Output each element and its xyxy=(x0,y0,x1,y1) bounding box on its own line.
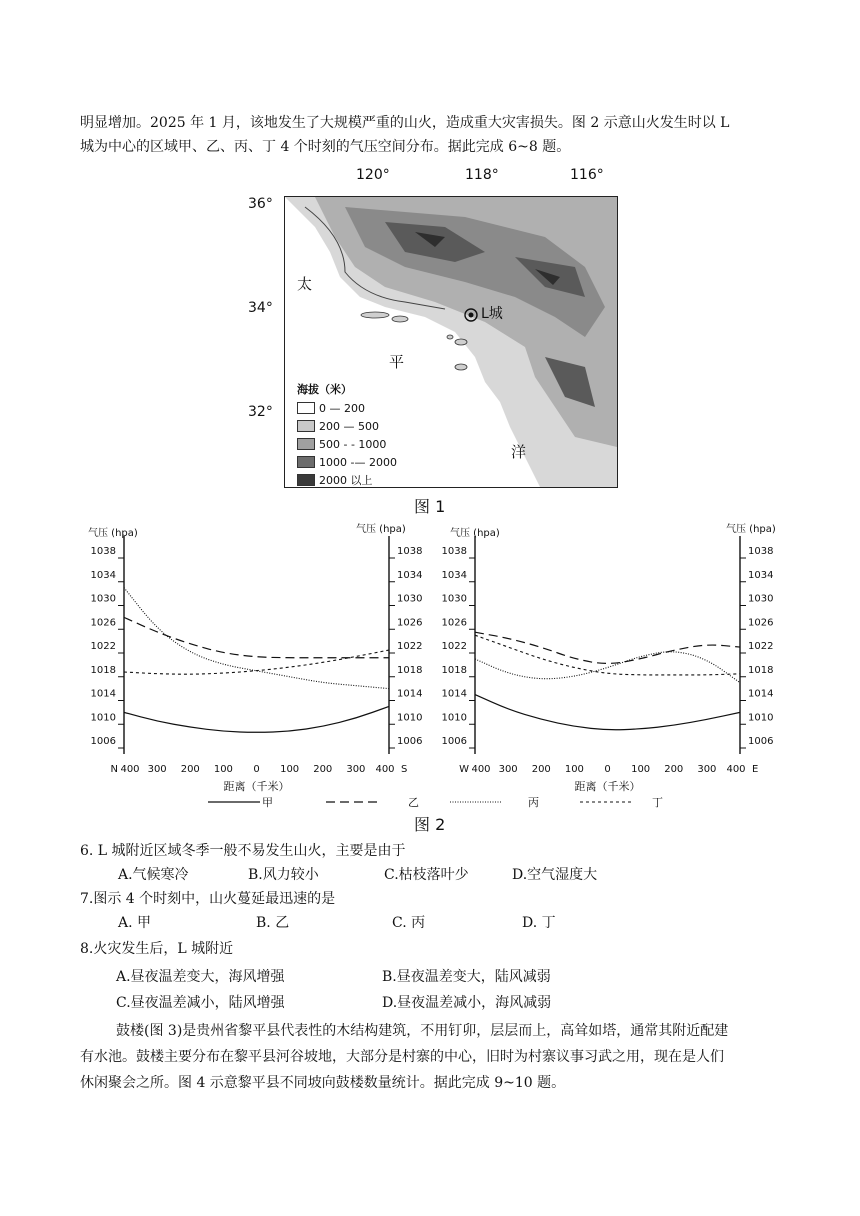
x-tick-label: 100 xyxy=(564,764,584,775)
y-tick-label: 1006 xyxy=(90,736,116,747)
q6-option-a[interactable]: A.气候寒冷 xyxy=(118,867,189,883)
x-direction-start: N xyxy=(110,764,118,775)
y-tick-label: 1006 xyxy=(748,736,774,747)
x-tick-label: 300 xyxy=(346,764,366,775)
y-tick-label: 1038 xyxy=(441,546,467,557)
series-line-乙 xyxy=(475,632,740,663)
q6-option-d[interactable]: D.空气湿度大 xyxy=(512,867,598,883)
lon-label-120: 120° xyxy=(356,167,390,183)
y-tick-label: 1026 xyxy=(397,617,423,629)
legend-swatch xyxy=(297,456,315,468)
y-tick-label: 1038 xyxy=(397,546,423,557)
x-tick-label: 400 xyxy=(375,764,395,775)
y-axis-label: 气压 (hpa) xyxy=(450,528,500,539)
y-tick-label: 1018 xyxy=(441,664,467,676)
x-direction-start: W xyxy=(459,764,469,775)
y-axis-label: 气压 (hpa) xyxy=(88,528,138,539)
legend-title: 海拔（米） xyxy=(297,383,352,396)
legend-swatch xyxy=(297,420,315,432)
fig2-caption: 图 2 xyxy=(414,815,446,834)
legend-item: 1000 -— 2000 xyxy=(297,453,397,471)
pressure-charts xyxy=(0,512,860,812)
x-tick-label: 0 xyxy=(604,764,611,775)
x-tick-label: 400 xyxy=(471,764,491,775)
y-tick-label: 1014 xyxy=(441,688,467,700)
series-line-乙 xyxy=(124,617,389,657)
island xyxy=(447,335,453,339)
question-8-stem: 8.火灾发生后，L 城附近 xyxy=(80,941,234,957)
y-tick-label: 1034 xyxy=(397,569,423,581)
q8-option-a[interactable]: A.昼夜温差变大，海风增强 xyxy=(116,969,285,985)
passage2-line-1: 鼓楼(图 3)是贵州省黎平县代表性的木结构建筑，不用钉卯，层层而上，高耸如塔，通常其附近配建 xyxy=(116,1023,729,1039)
elevation-legend xyxy=(297,381,397,488)
island xyxy=(455,364,467,370)
x-tick-label: 200 xyxy=(180,764,200,775)
series-line-丁 xyxy=(124,650,389,674)
y-tick-label: 1010 xyxy=(441,712,467,724)
y-axis-label: 气压 (hpa) xyxy=(726,524,776,535)
y-tick-label: 1006 xyxy=(441,736,467,747)
legend-label: 丙 xyxy=(528,796,539,809)
y-tick-label: 1030 xyxy=(397,593,423,605)
q8-option-b[interactable]: B.昼夜温差变大，陆风减弱 xyxy=(382,969,551,985)
x-tick-label: 200 xyxy=(313,764,333,775)
y-tick-label: 1010 xyxy=(748,712,774,724)
legend-swatch xyxy=(297,402,315,414)
legend-item: 0 — 200 xyxy=(297,399,397,417)
y-tick-label: 1010 xyxy=(397,712,423,724)
series-line-丁 xyxy=(475,635,740,675)
x-tick-label: 0 xyxy=(253,764,260,775)
y-tick-label: 1014 xyxy=(397,688,423,700)
x-tick-label: 100 xyxy=(631,764,651,775)
x-tick-label: 200 xyxy=(664,764,684,775)
terrain-map xyxy=(284,196,618,488)
series-line-甲 xyxy=(475,695,740,730)
ocean-char-3: 洋 xyxy=(511,443,527,461)
y-tick-label: 1018 xyxy=(748,664,774,676)
y-tick-label: 1018 xyxy=(90,664,116,676)
series-line-丙 xyxy=(475,652,740,683)
x-axis-label: 距离（千米） xyxy=(223,780,290,793)
y-tick-label: 1022 xyxy=(90,641,116,652)
question-6-stem: 6. L 城附近区域冬季一般不易发生山火，主要是由于 xyxy=(80,843,406,859)
q7-option-d[interactable]: D. 丁 xyxy=(522,915,556,931)
lon-label-118: 118° xyxy=(465,167,499,183)
lat-label-36: 36° xyxy=(248,196,273,212)
ocean-char-1: 太 xyxy=(297,275,313,293)
y-tick-label: 1014 xyxy=(748,688,774,700)
y-tick-label: 1026 xyxy=(748,617,774,629)
q7-option-b[interactable]: B. 乙 xyxy=(256,915,290,931)
q8-option-c[interactable]: C.昼夜温差减小，陆风增强 xyxy=(116,995,285,1011)
city-label: L城 xyxy=(481,306,503,322)
legend-item: 200 — 500 xyxy=(297,417,397,435)
intro-line-1: 明显增加。2025 年 1 月，该地发生了大规模严重的山火，造成重大灾害损失。图 2 示意山火发生时以 L xyxy=(80,115,730,131)
legend-item: 2000 以上 xyxy=(297,471,397,488)
x-axis-label: 距离（千米） xyxy=(574,780,641,793)
fig1-caption: 图 1 xyxy=(414,497,446,516)
x-tick-label: 300 xyxy=(697,764,717,775)
q6-option-b[interactable]: B.风力较小 xyxy=(248,867,319,883)
intro-line-2: 城为中心的区域甲、乙、丙、丁 4 个时刻的气压空间分布。据此完成 6~8 题。 xyxy=(80,139,571,155)
y-tick-label: 1034 xyxy=(90,569,116,581)
passage2-line-3: 休闲聚会之所。图 4 示意黎平县不同坡向鼓楼数量统计。据此完成 9~10 题。 xyxy=(80,1075,566,1091)
passage2-line-2: 有水池。鼓楼主要分布在黎平县河谷坡地，大部分是村寨的中心，旧时为村寨议事习武之用，现在是人们 xyxy=(80,1049,724,1065)
q6-option-c[interactable]: C.枯枝落叶少 xyxy=(384,867,469,883)
x-tick-label: 300 xyxy=(498,764,518,775)
y-tick-label: 1030 xyxy=(748,593,774,605)
x-tick-label: 400 xyxy=(726,764,746,775)
y-tick-label: 1038 xyxy=(748,546,774,557)
y-tick-label: 1038 xyxy=(90,546,116,557)
y-tick-label: 1018 xyxy=(397,664,423,676)
x-tick-label: 300 xyxy=(147,764,167,775)
legend-label: 乙 xyxy=(408,796,419,809)
series-line-丙 xyxy=(124,588,389,689)
series-line-甲 xyxy=(124,706,389,732)
q8-option-d[interactable]: D.昼夜温差减小，海风减弱 xyxy=(382,995,552,1011)
legend-item: 500 - - 1000 xyxy=(297,435,397,453)
lon-label-116: 116° xyxy=(570,167,604,183)
y-tick-label: 1030 xyxy=(441,593,467,605)
y-axis-label: 气压 (hpa) xyxy=(356,524,406,535)
y-tick-label: 1010 xyxy=(90,712,116,724)
x-direction-end: S xyxy=(401,764,408,775)
y-tick-label: 1034 xyxy=(441,569,467,581)
y-tick-label: 1022 xyxy=(397,641,423,652)
y-tick-label: 1022 xyxy=(441,641,467,652)
y-tick-label: 1006 xyxy=(397,736,423,747)
island xyxy=(455,339,467,345)
lat-label-34: 34° xyxy=(248,300,273,316)
island xyxy=(392,316,408,322)
q7-option-c[interactable]: C. 丙 xyxy=(392,915,426,931)
island xyxy=(361,312,389,318)
y-tick-label: 1022 xyxy=(748,641,774,652)
x-tick-label: 200 xyxy=(531,764,551,775)
question-7-stem: 7.图示 4 个时刻中，山火蔓延最迅速的是 xyxy=(80,891,336,907)
legend-label: 丁 xyxy=(652,796,663,809)
y-tick-label: 1026 xyxy=(90,617,116,629)
x-tick-label: 100 xyxy=(280,764,300,775)
y-tick-label: 1014 xyxy=(90,688,116,700)
legend-swatch xyxy=(297,474,315,486)
y-tick-label: 1026 xyxy=(441,617,467,629)
y-tick-label: 1034 xyxy=(748,569,774,581)
x-direction-end: E xyxy=(752,764,759,775)
lat-label-32: 32° xyxy=(248,404,273,420)
y-tick-label: 1030 xyxy=(90,593,116,605)
legend-label: 甲 xyxy=(262,796,273,809)
q7-option-a[interactable]: A. 甲 xyxy=(118,915,152,931)
x-tick-label: 400 xyxy=(120,764,140,775)
x-tick-label: 100 xyxy=(213,764,233,775)
city-marker-dot xyxy=(469,313,474,318)
ocean-char-2: 平 xyxy=(389,353,405,371)
legend-swatch xyxy=(297,438,315,450)
